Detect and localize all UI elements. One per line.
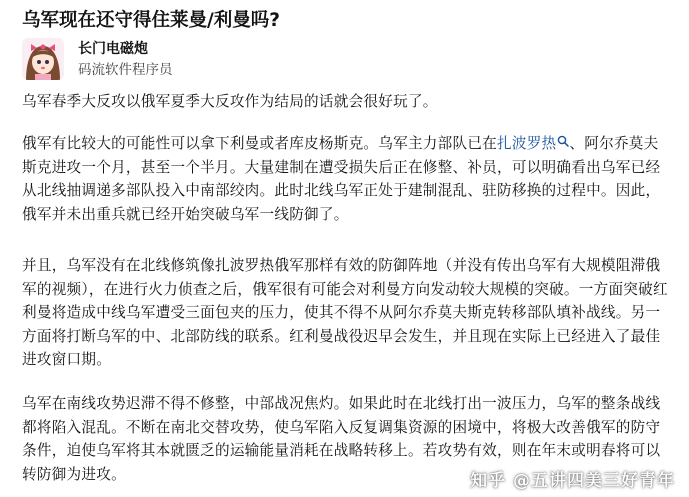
paragraph-2-text-before-link: 俄军有比较大的可能性可以拿下利曼或者库皮杨斯克。乌军主力部队已在 — [22, 135, 498, 152]
anime-girl-avatar-icon — [22, 38, 64, 80]
author-info — [22, 38, 422, 82]
answer-paragraph-3: 并且，乌军没有在北线修筑像扎波罗热俄军那样有效的防御阵地（并没有传出乌军有大规模阻滞俄军的视频），在进行火力侦查之后，俄军很有可能会对利曼方向发动较大规模的突破。一方面突破红利曼将造成中线乌军遭受三面包夹的压力，使其不得不从阿尔乔莫夫斯克转移部队填补战线。另一方面将打断乌军的中、北部防线的联系。红利曼战役迟早会发生，并且现在实际上已经进入了最佳进攻窗口期。 — [22, 257, 668, 368]
search-icon — [557, 135, 569, 147]
watermark: 知乎 @五讲四美三好青年 — [470, 471, 675, 491]
author-name[interactable]: 长门电磁炮 — [78, 41, 148, 57]
author-avatar[interactable] — [22, 38, 64, 80]
keyword-link[interactable] — [497, 135, 569, 152]
answer-paragraph-4: 乌军在南线攻势迟滞不得不修整，中部战况焦灼。如果此时在北线打出一波压力，乌军的整条战线都将陷入混乱。不断在南北交替攻势，使乌军陷入反复调集资源的困境中，将极大改善俄军的防守条件，迫使乌军将其本就匮乏的运输能量消耗在战略转移上。若攻势有效，则在年末或明春将可以转防御为进攻。 — [22, 395, 661, 483]
keyword-link-label: 扎波罗热 — [497, 135, 557, 152]
question-title[interactable]: 乌军现在还守得住莱曼/利曼吗? — [22, 10, 280, 31]
author-bio: 码流软件程序员 — [78, 62, 173, 78]
paragraph-2-text-after-link: 、阿尔乔莫夫斯克进攻一个月，甚至一个半月。大量建制在遭受损失后正在修整、补员，可以明确看出乌军已经从北线抽调递多部队投入中南部绞肉。此时北线乌军正处于建制混乱、驻防移换的过程中。因此，俄军并未出重兵就已经开始突破乌军一线防御了。 — [22, 135, 661, 223]
answer-paragraph-2 — [22, 132, 672, 226]
answer-paragraph-1: 乌军春季大反攻以俄军夏季大反攻作为结局的话就会很好玩了。 — [22, 93, 438, 110]
